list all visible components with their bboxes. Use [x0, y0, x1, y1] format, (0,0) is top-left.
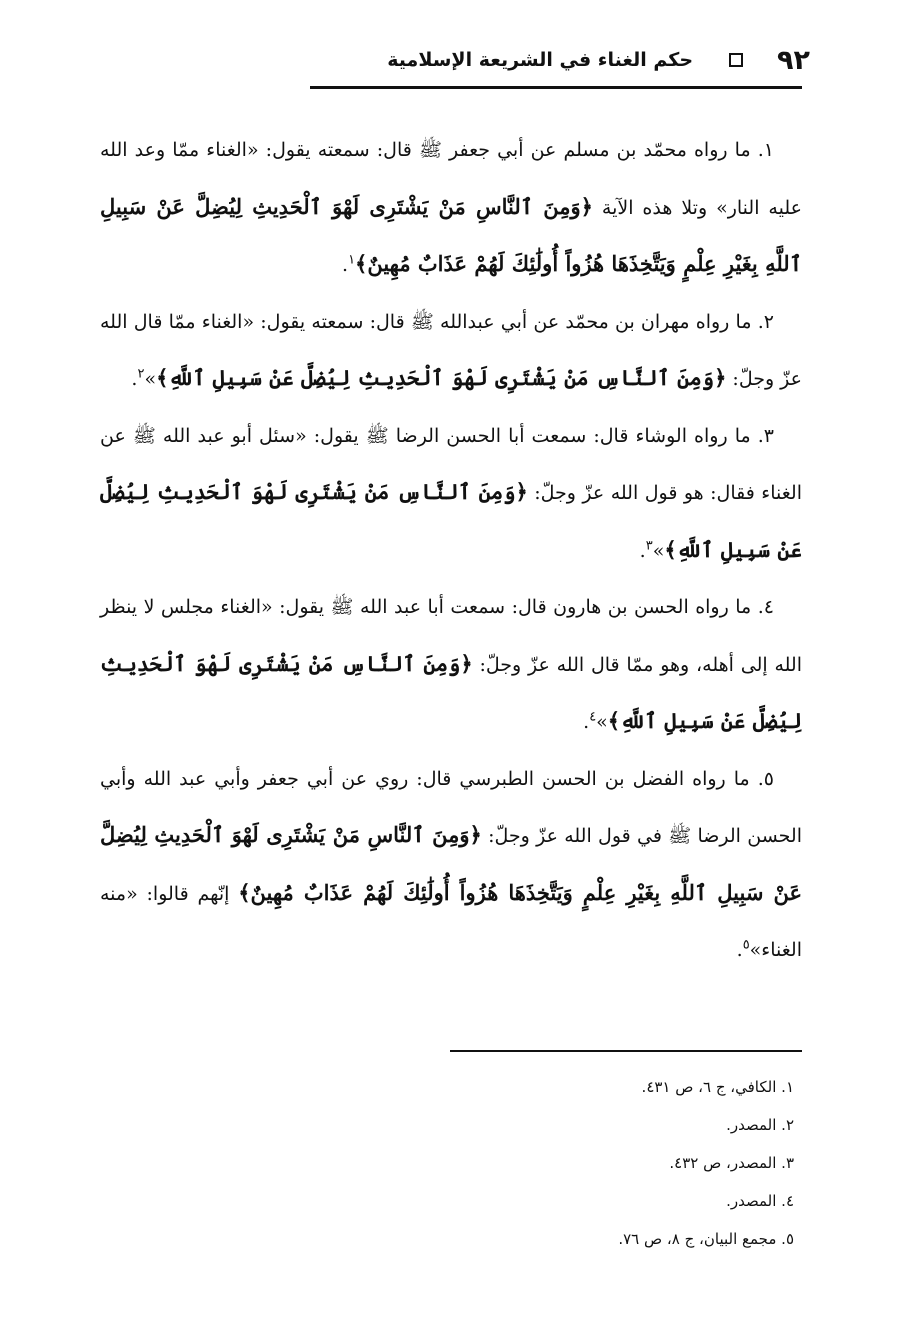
- narration-text: ما رواه محمّد بن مسلم عن أبي جعفر ﷺ قال: سمعته يقول: «الغناء ممّا وعد الله عليه النار» وتلا هذه الآية: [100, 139, 802, 219]
- narration-text-tail: »: [652, 539, 665, 562]
- quran-quote: ﴿وَمِنَ ٱلنَّاسِ مَنْ يَشْتَرِى لَهْوَ ٱلْحَدِيثِ لِيُضِلَّ عَنْ سَبِيلِ ٱللَّهِ﴾: [156, 365, 727, 390]
- header-rule: [310, 86, 802, 89]
- footnote-marker[interactable]: ٢: [137, 366, 145, 382]
- sentence-end: .: [342, 254, 349, 276]
- sentence-end: .: [583, 711, 590, 733]
- narration-text-tail: »: [596, 711, 608, 733]
- sentence-end: .: [639, 539, 646, 562]
- narration-text-tail: إنّهم قالوا: «منه الغناء»: [100, 882, 802, 961]
- narration-text: ما رواه مهران بن محمّد عن أبي عبدالله ﷺ قال: سمعته يقول: «الغناء ممّا قال الله عزّ وجلّ:: [100, 310, 802, 390]
- narration-text: ما رواه الفضل بن الحسن الطبرسي قال: روي عن أبي جعفر وأبي عبد الله وأبي الحسن الرضا ﷺ في قول الله عزّ وجلّ:: [100, 767, 802, 847]
- footnote-5: ٥. مجمع البيان، ج ٨، ص ٧٦.: [618, 1230, 794, 1248]
- footnotes: [100, 1068, 802, 1258]
- footnote-2: ٢. المصدر.: [726, 1116, 794, 1134]
- paragraph-number: ١.: [750, 139, 774, 161]
- sentence-end: .: [131, 368, 138, 390]
- running-header: [310, 34, 810, 86]
- paragraph-number: ٣.: [750, 424, 774, 447]
- paragraph-3: [100, 408, 802, 580]
- footnote-marker[interactable]: ٤: [589, 709, 597, 725]
- page-number: ٩٢: [777, 44, 810, 76]
- footnote-4: ٤. المصدر.: [726, 1192, 794, 1210]
- footnote-marker[interactable]: ١: [348, 252, 356, 268]
- footnote-marker[interactable]: ٥: [742, 937, 750, 953]
- paragraph-number: ٤.: [751, 596, 774, 618]
- sentence-end: .: [736, 939, 743, 961]
- narration-text-tail: »: [144, 368, 157, 390]
- quran-quote: ﴿وَمِنَ ٱلنَّاسِ مَنْ يَشْتَرِى لَهْوَ ٱلْحَدِيثِ لِيُضِلَّ عَنْ سَبِيلِ ٱللَّهِ﴾: [100, 650, 802, 733]
- square-ornament-icon: [729, 53, 743, 67]
- paragraph-number: ٥.: [749, 767, 774, 790]
- running-title: حكم الغناء في الشريعة الإسلامية: [387, 49, 694, 71]
- quran-quote: ﴿وَمِنَ ٱلنَّاسِ مَنْ يَشْتَرِى لَهْوَ ٱلْحَدِيثِ لِيُضِلَّ عَنْ سَبِيلِ ٱللَّهِ﴾: [100, 479, 802, 562]
- narration-text: ما رواه الوشاء قال: سمعت أبا الحسن الرضا ﷺ يقول: «سئل أبو عبد الله ﷺ عن الغناء فقال: هو قول الله عزّ وجلّ:: [100, 424, 802, 504]
- quran-quote: ﴿وَمِنَ ٱلنَّاسِ مَنْ يَشْتَرِى لَهْوَ ٱلْحَدِيثِ لِيُضِلَّ عَنْ سَبِيلِ ٱللَّهِ بِغَيْرِ عِلْمٍ وَيَتَّخِذَهَا هُزُواً أُولَٰئِكَ لَهُمْ عَذَابٌ مُهِينٌ﴾: [100, 193, 802, 276]
- paragraph-5: [100, 751, 802, 979]
- footnote-separator: [450, 1050, 802, 1052]
- narration-text: ما رواه الحسن بن هارون قال: سمعت أبا عبد الله ﷺ يقول: «الغناء مجلس لا ينظر الله إلى أهله، وهو ممّا قال الله عزّ وجلّ:: [100, 596, 802, 676]
- footnote-1: ١. الكافي، ج ٦، ص ٤٣١.: [641, 1078, 794, 1096]
- paragraph-4: [100, 579, 802, 751]
- quran-quote: ﴿وَمِنَ ٱلنَّاسِ مَنْ يَشْتَرِى لَهْوَ ٱلْحَدِيثِ لِيُضِلَّ عَنْ سَبِيلِ ٱللَّهِ بِغَيْرِ عِلْمٍ وَيَتَّخِذَهَا هُزُواً أُولَٰئِكَ لَهُمْ عَذَابٌ مُهِينٌ﴾: [100, 822, 803, 905]
- footnote-3: ٣. المصدر، ص ٤٣٢.: [669, 1154, 794, 1172]
- paragraph-1: [100, 122, 802, 294]
- paragraph-number: ٢.: [751, 310, 774, 333]
- paragraph-2: [100, 294, 802, 408]
- main-text: [100, 122, 802, 979]
- footnote-marker[interactable]: ٣: [645, 538, 653, 554]
